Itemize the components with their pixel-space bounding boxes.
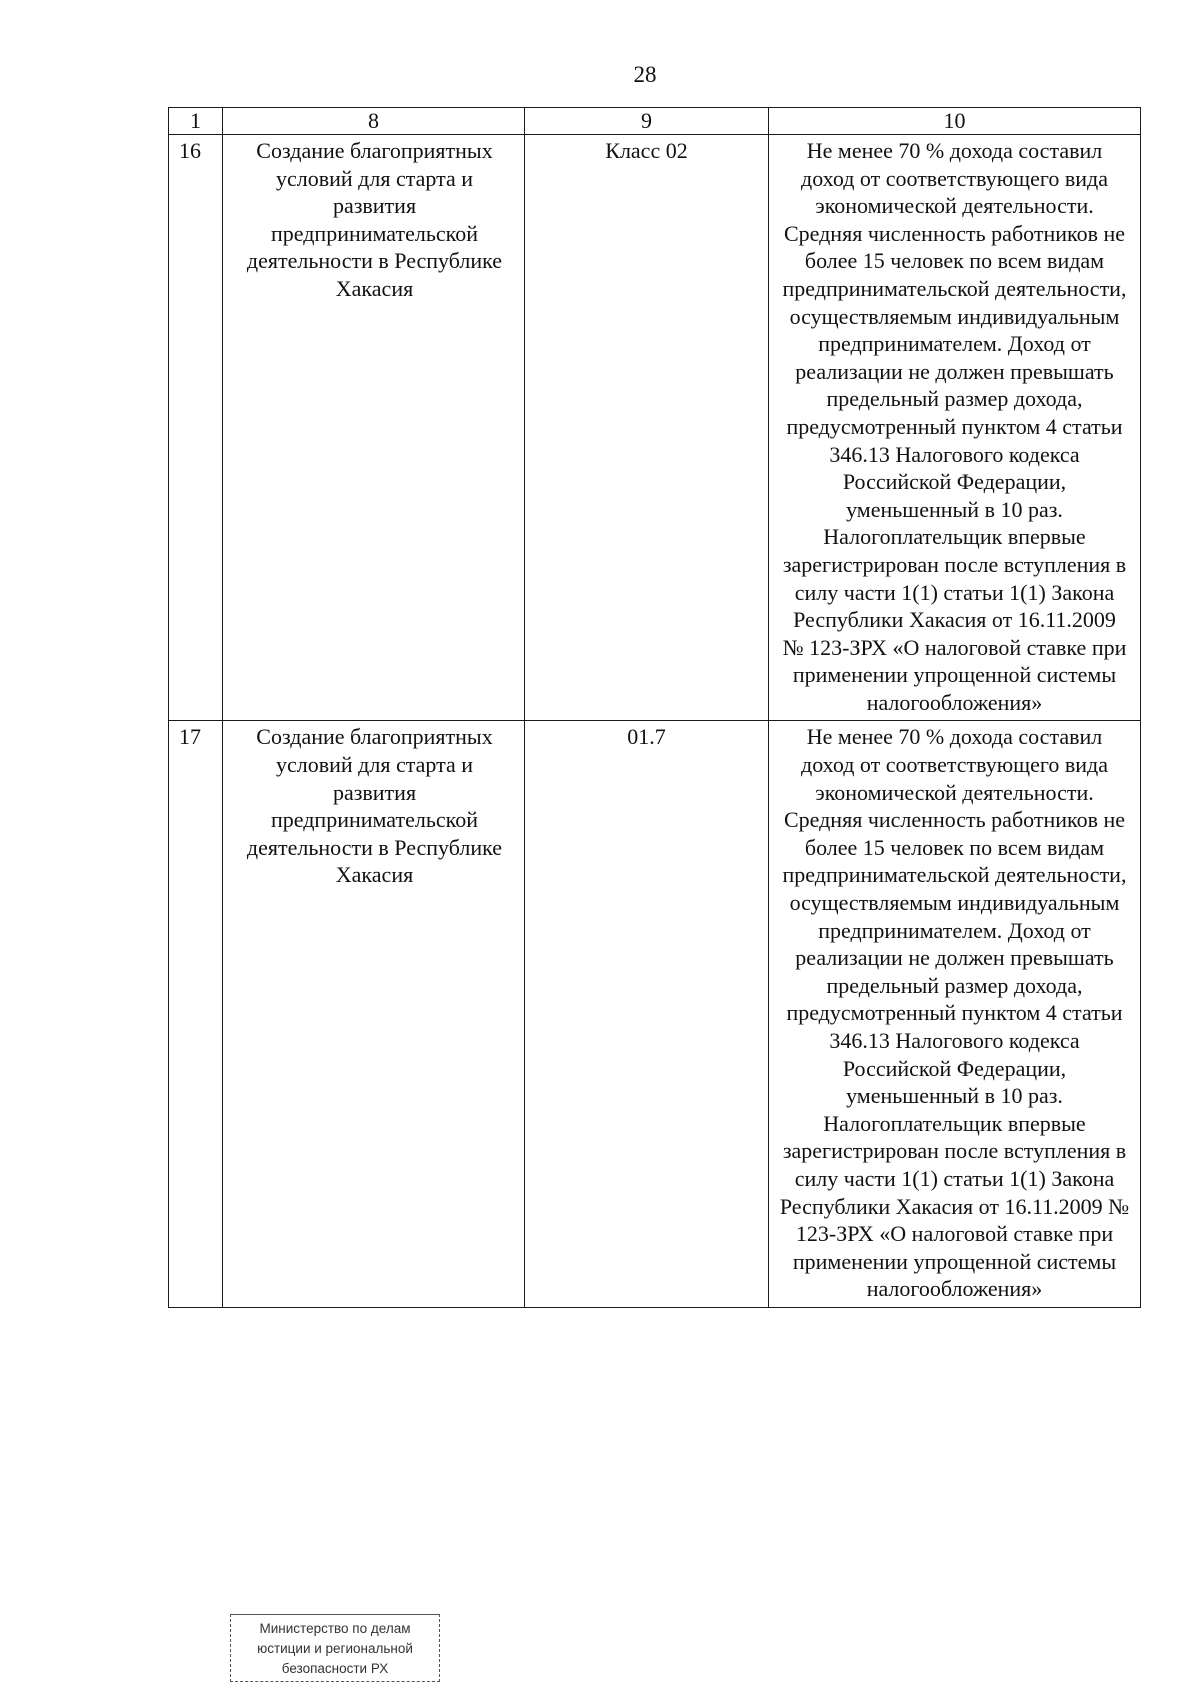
header-row [169,108,1141,135]
stamp-line: безопасности РХ [281,1661,389,1676]
activity-code: 01.7 [525,721,769,1307]
header-col-10: 10 [769,108,1141,135]
row-number: 17 [169,721,223,1307]
header-col-9: 9 [525,108,769,135]
program-name: Создание благоприятных условий для старта и развития предпринимательской деятельности в Республике Хакасия [223,135,525,721]
table-row [169,135,1141,721]
document-table [168,107,1141,1308]
header-col-8: 8 [223,108,525,135]
ministry-stamp [230,1614,440,1682]
table-row [169,721,1141,1307]
stamp-line: Министерство по делам [259,1621,411,1636]
activity-code: Класс 02 [525,135,769,721]
stamp-line: юстиции и региональной [257,1641,413,1656]
header-col-1: 1 [169,108,223,135]
program-name: Создание благоприятных условий для старта и развития предпринимательской деятельности в Республике Хакасия [223,721,525,1307]
row-number: 16 [169,135,223,721]
page-number: 28 [633,62,657,87]
conditions-text: Не менее 70 % дохода составил доход от соответствующего вида экономической деятельности. Средняя численность работников не более 15 человек по всем видам предпринимательской деятельности, осуществляемым индивидуальным предпринимателем. Доход от реализации не должен превышать предельный размер дохода, предусмотренный пунктом 4 статьи 346.13 Налогового кодекса Российской Федерации, уменьшенный в 10 раз. Налогоплательщик впервые зарегистрирован после вступления в силу части 1(1) статьи 1(1) Закона Республики Хакасия от 16.11.2009 № 123-ЗРХ «О налоговой ставке при применении упрощенной системы налогообложения» [769,135,1141,721]
conditions-text: Не менее 70 % дохода составил доход от соответствующего вида экономической деятельности. Средняя численность работников не более 15 человек по всем видам предпринимательской деятельности, осуществляемым индивидуальным предпринимателем. Доход от реализации не должен превышать предельный размер дохода, предусмотренный пунктом 4 статьи 346.13 Налогового кодекса Российской Федерации, уменьшенный в 10 раз. Налогоплательщик впервые зарегистрирован после вступления в силу части 1(1) статьи 1(1) Закона Республики Хакасия от 16.11.2009 № 123-ЗРХ «О налоговой ставке при применении упрощенной системы налогообложения» [769,721,1141,1307]
